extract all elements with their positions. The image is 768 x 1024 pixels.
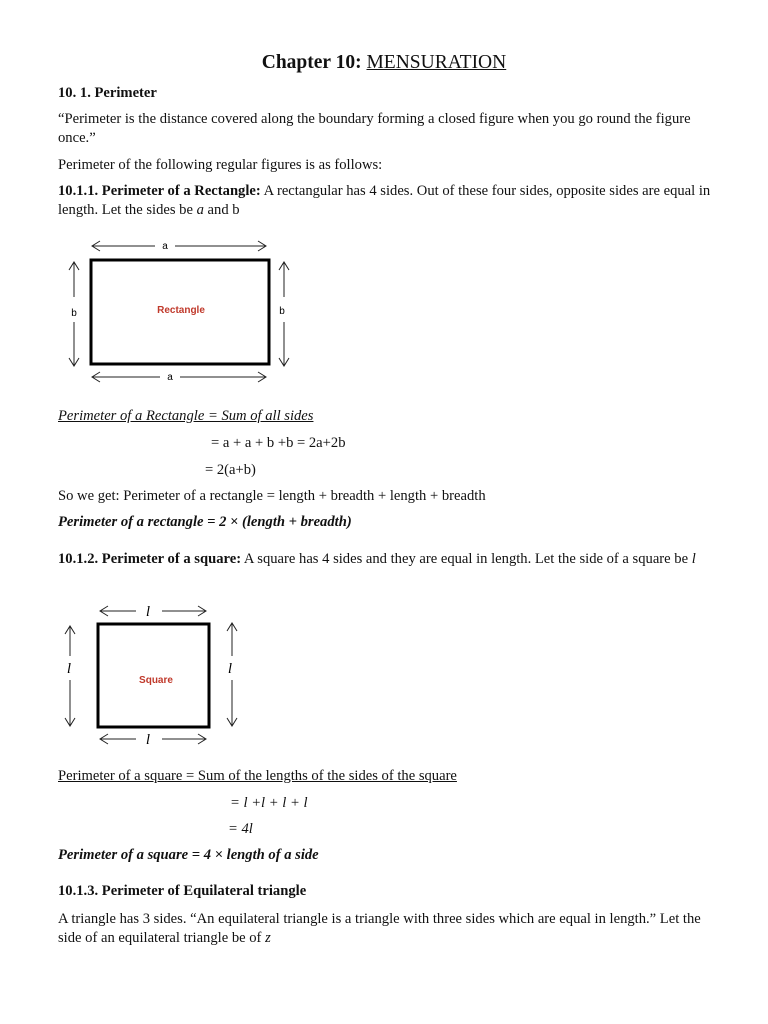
square-formula-line2: = l +l + l + l: [230, 795, 308, 811]
square-label-top: l: [145, 604, 151, 620]
chapter-prefix: Chapter 10:: [261, 52, 367, 73]
chapter-title: [0, 50, 768, 76]
square-result: Perimeter of a square = 4 × length of a side: [58, 847, 319, 863]
triangle-heading: 10.1.3. Perimeter of Equilateral triangle: [58, 883, 307, 899]
rectangle-formula-line3: = 2(a+b): [205, 462, 256, 478]
square-formula-line1: Perimeter of a square = Sum of the lengths of the sides of the square: [58, 768, 457, 784]
rectangle-label-top: a: [162, 241, 168, 252]
square-name-label: Square: [139, 675, 173, 686]
rectangle-label-left: b: [71, 308, 77, 319]
square-figure: [56, 596, 246, 756]
section-heading-perimeter: 10. 1. Perimeter: [58, 85, 157, 101]
rectangle-heading: 10.1.1. Perimeter of a Rectangle:: [58, 183, 261, 199]
rectangle-label-right: b: [279, 306, 285, 317]
rectangle-so-we-get: So we get: Perimeter of a rectangle = length + breadth + length + breadth: [58, 488, 486, 504]
rectangle-figure: [60, 232, 300, 392]
rectangle-label-bottom: a: [167, 372, 173, 383]
square-label-left: l: [66, 661, 72, 677]
triangle-paragraph: A triangle has 3 sides. “An equilateral triangle is a triangle with three sides which are equal in length.” Let the side of an equilateral triangle be of z: [58, 911, 701, 946]
rectangle-result: Perimeter of a rectangle = 2 × (length + breadth): [58, 514, 352, 530]
square-label-bottom: l: [145, 732, 151, 748]
chapter-title-text: MENSURATION: [366, 52, 507, 73]
perimeter-definition: “Perimeter is the distance covered along the boundary forming a closed figure when you go round the figure once.”: [58, 111, 691, 146]
rectangle-name-label: Rectangle: [157, 305, 205, 316]
perimeter-intro: Perimeter of the following regular figures is as follows:: [58, 157, 383, 173]
rectangle-paragraph: 10.1.1. Perimeter of a Rectangle: A rectangular has 4 sides. Out of these four sides, opposite sides are equal in length. Let the sides be a and b: [58, 183, 711, 218]
square-formula-line3: = 4l: [228, 821, 253, 837]
square-label-right: l: [227, 661, 233, 677]
square-heading: 10.1.2. Perimeter of a square:: [58, 551, 242, 567]
rectangle-formula-line1: Perimeter of a Rectangle = Sum of all sides: [58, 408, 314, 424]
rectangle-formula-line2: = a + a + b +b = 2a+2b: [211, 435, 346, 451]
square-paragraph: 10.1.2. Perimeter of a square: A square has 4 sides and they are equal in length. Let the side of a square be l: [58, 551, 696, 567]
